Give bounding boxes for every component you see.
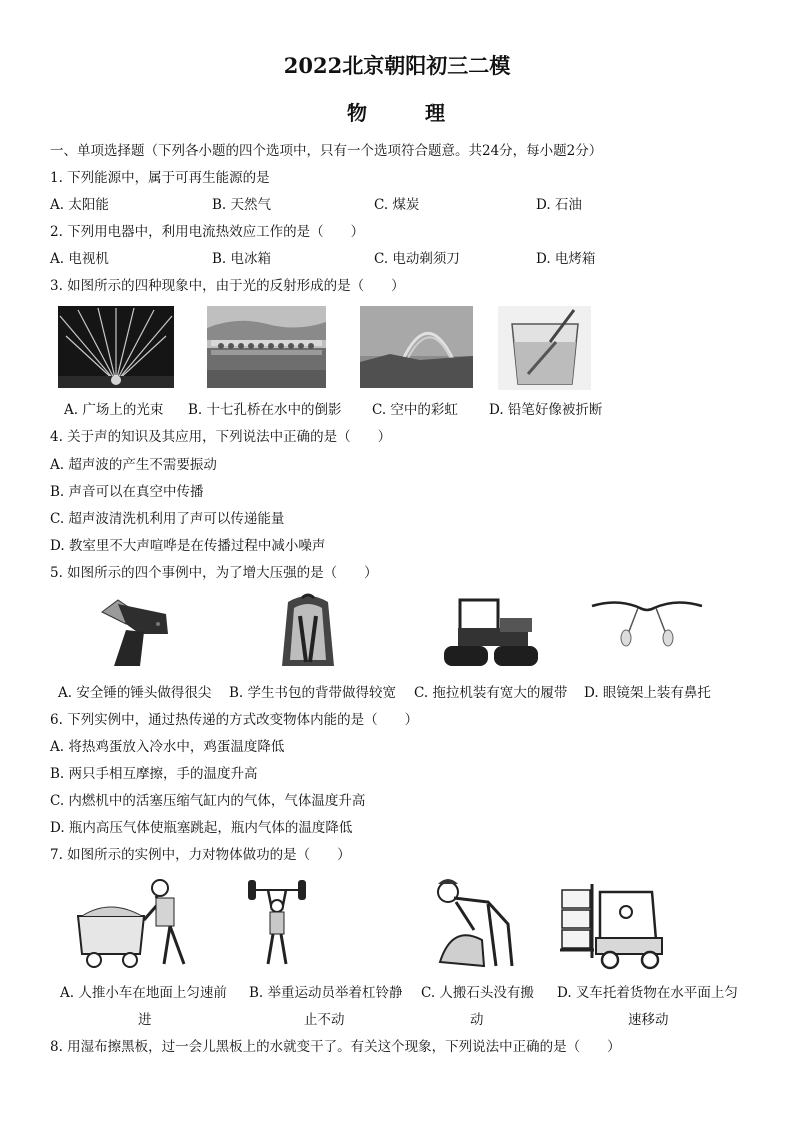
- question-1-option-c: C. 煤炭: [374, 197, 420, 213]
- question-4-option-a: A. 超声波的产生不需要振动: [50, 457, 217, 473]
- question-1-option-a: A. 太阳能: [50, 197, 109, 213]
- weightlifter-image: [246, 876, 308, 968]
- push-cart-image: [74, 876, 206, 970]
- question-4-stem: 4. 关于声的知识及其应用，下列说法中正确的是（ ）: [50, 429, 392, 445]
- question-3-option-b: B. 十七孔桥在水中的倒影: [188, 402, 342, 418]
- question-7-option-a-line1: A. 人推小车在地面上匀速前: [60, 985, 227, 1001]
- question-3-option-a: A. 广场上的光束: [64, 402, 164, 418]
- question-6-stem: 6. 下列实例中，通过热传递的方式改变物体内能的是（ ）: [50, 712, 419, 728]
- question-3-option-c: C. 空中的彩虹: [372, 402, 458, 418]
- question-7-option-c-line2: 动: [470, 1012, 484, 1028]
- bridge-reflection-image: [207, 306, 326, 388]
- subject-char-1: 物: [347, 101, 369, 125]
- question-7-option-b-line1: B. 举重运动员举着杠铃静: [249, 985, 403, 1001]
- question-2-option-c: C. 电动剃须刀: [374, 251, 460, 267]
- question-7-option-b-line2: 止不动: [304, 1012, 345, 1028]
- question-7-option-c-line1: C. 人搬石头没有搬: [421, 985, 534, 1001]
- glasses-frame-image: [588, 594, 706, 660]
- safety-hammer-image: [96, 594, 174, 668]
- question-3-option-d: D. 铅笔好像被折断: [489, 402, 603, 418]
- question-7-stem: 7. 如图所示的实例中，力对物体做功的是（ ）: [50, 847, 351, 863]
- page-title: 2022北京朝阳初三二模: [283, 53, 511, 78]
- section-heading: 一、单项选择题（下列各小题的四个选项中，只有一个选项符合题意。共24分，每小题2分）: [50, 143, 603, 159]
- question-5-option-a: A. 安全锤的锤头做得很尖: [58, 685, 212, 701]
- question-7-option-a-line2: 进: [138, 1012, 152, 1028]
- question-3-stem: 3. 如图所示的四种现象中，由于光的反射形成的是（ ）: [50, 278, 405, 294]
- question-4-option-c: C. 超声波清洗机利用了声可以传递能量: [50, 511, 285, 527]
- question-2-option-b: B. 电冰箱: [212, 251, 272, 267]
- question-1-option-d: D. 石油: [536, 197, 582, 213]
- question-2-stem: 2. 下列用电器中，利用电流热效应工作的是（ ）: [50, 224, 365, 240]
- question-8-stem: 8. 用湿布擦黑板，过一会儿黑板上的水就变干了。有关这个现象，下列说法中正确的是（ ）: [50, 1039, 621, 1055]
- tractor-image: [440, 592, 544, 672]
- question-6-option-c: C. 内燃机中的活塞压缩气缸内的气体，气体温度升高: [50, 793, 366, 809]
- lift-stone-image: [420, 874, 520, 972]
- school-bag-image: [272, 592, 344, 672]
- question-7-option-d-line1: D. 叉车托着货物在水平面上匀: [557, 985, 738, 1001]
- light-beams-image: [58, 306, 174, 388]
- question-5-option-d: D. 眼镜架上装有鼻托: [584, 685, 711, 701]
- question-5-option-b: B. 学生书包的背带做得较宽: [229, 685, 397, 701]
- question-1-stem: 1. 下列能源中，属于可再生能源的是: [50, 170, 270, 186]
- question-4-option-b: B. 声音可以在真空中传播: [50, 484, 204, 500]
- question-6-option-b: B. 两只手相互摩擦，手的温度升高: [50, 766, 258, 782]
- question-5-stem: 5. 如图所示的四个事例中，为了增大压强的是（ ）: [50, 565, 378, 581]
- subject-char-2: 理: [425, 101, 447, 125]
- rainbow-image: [360, 306, 473, 388]
- pencil-in-water-image: [498, 306, 591, 390]
- question-2-option-a: A. 电视机: [50, 251, 109, 267]
- question-2-option-d: D. 电烤箱: [536, 251, 596, 267]
- question-6-option-a: A. 将热鸡蛋放入冷水中，鸡蛋温度降低: [50, 739, 285, 755]
- question-6-option-d: D. 瓶内高压气体使瓶塞跳起，瓶内气体的温度降低: [50, 820, 353, 836]
- question-5-option-c: C. 拖拉机装有宽大的履带: [414, 685, 568, 701]
- question-7-option-d-line2: 速移动: [628, 1012, 669, 1028]
- question-4-option-d: D. 教室里不大声喧哗是在传播过程中减小噪声: [50, 538, 326, 554]
- question-1-option-b: B. 天然气: [212, 197, 272, 213]
- forklift-image: [556, 880, 666, 970]
- subject-title: [0, 97, 794, 126]
